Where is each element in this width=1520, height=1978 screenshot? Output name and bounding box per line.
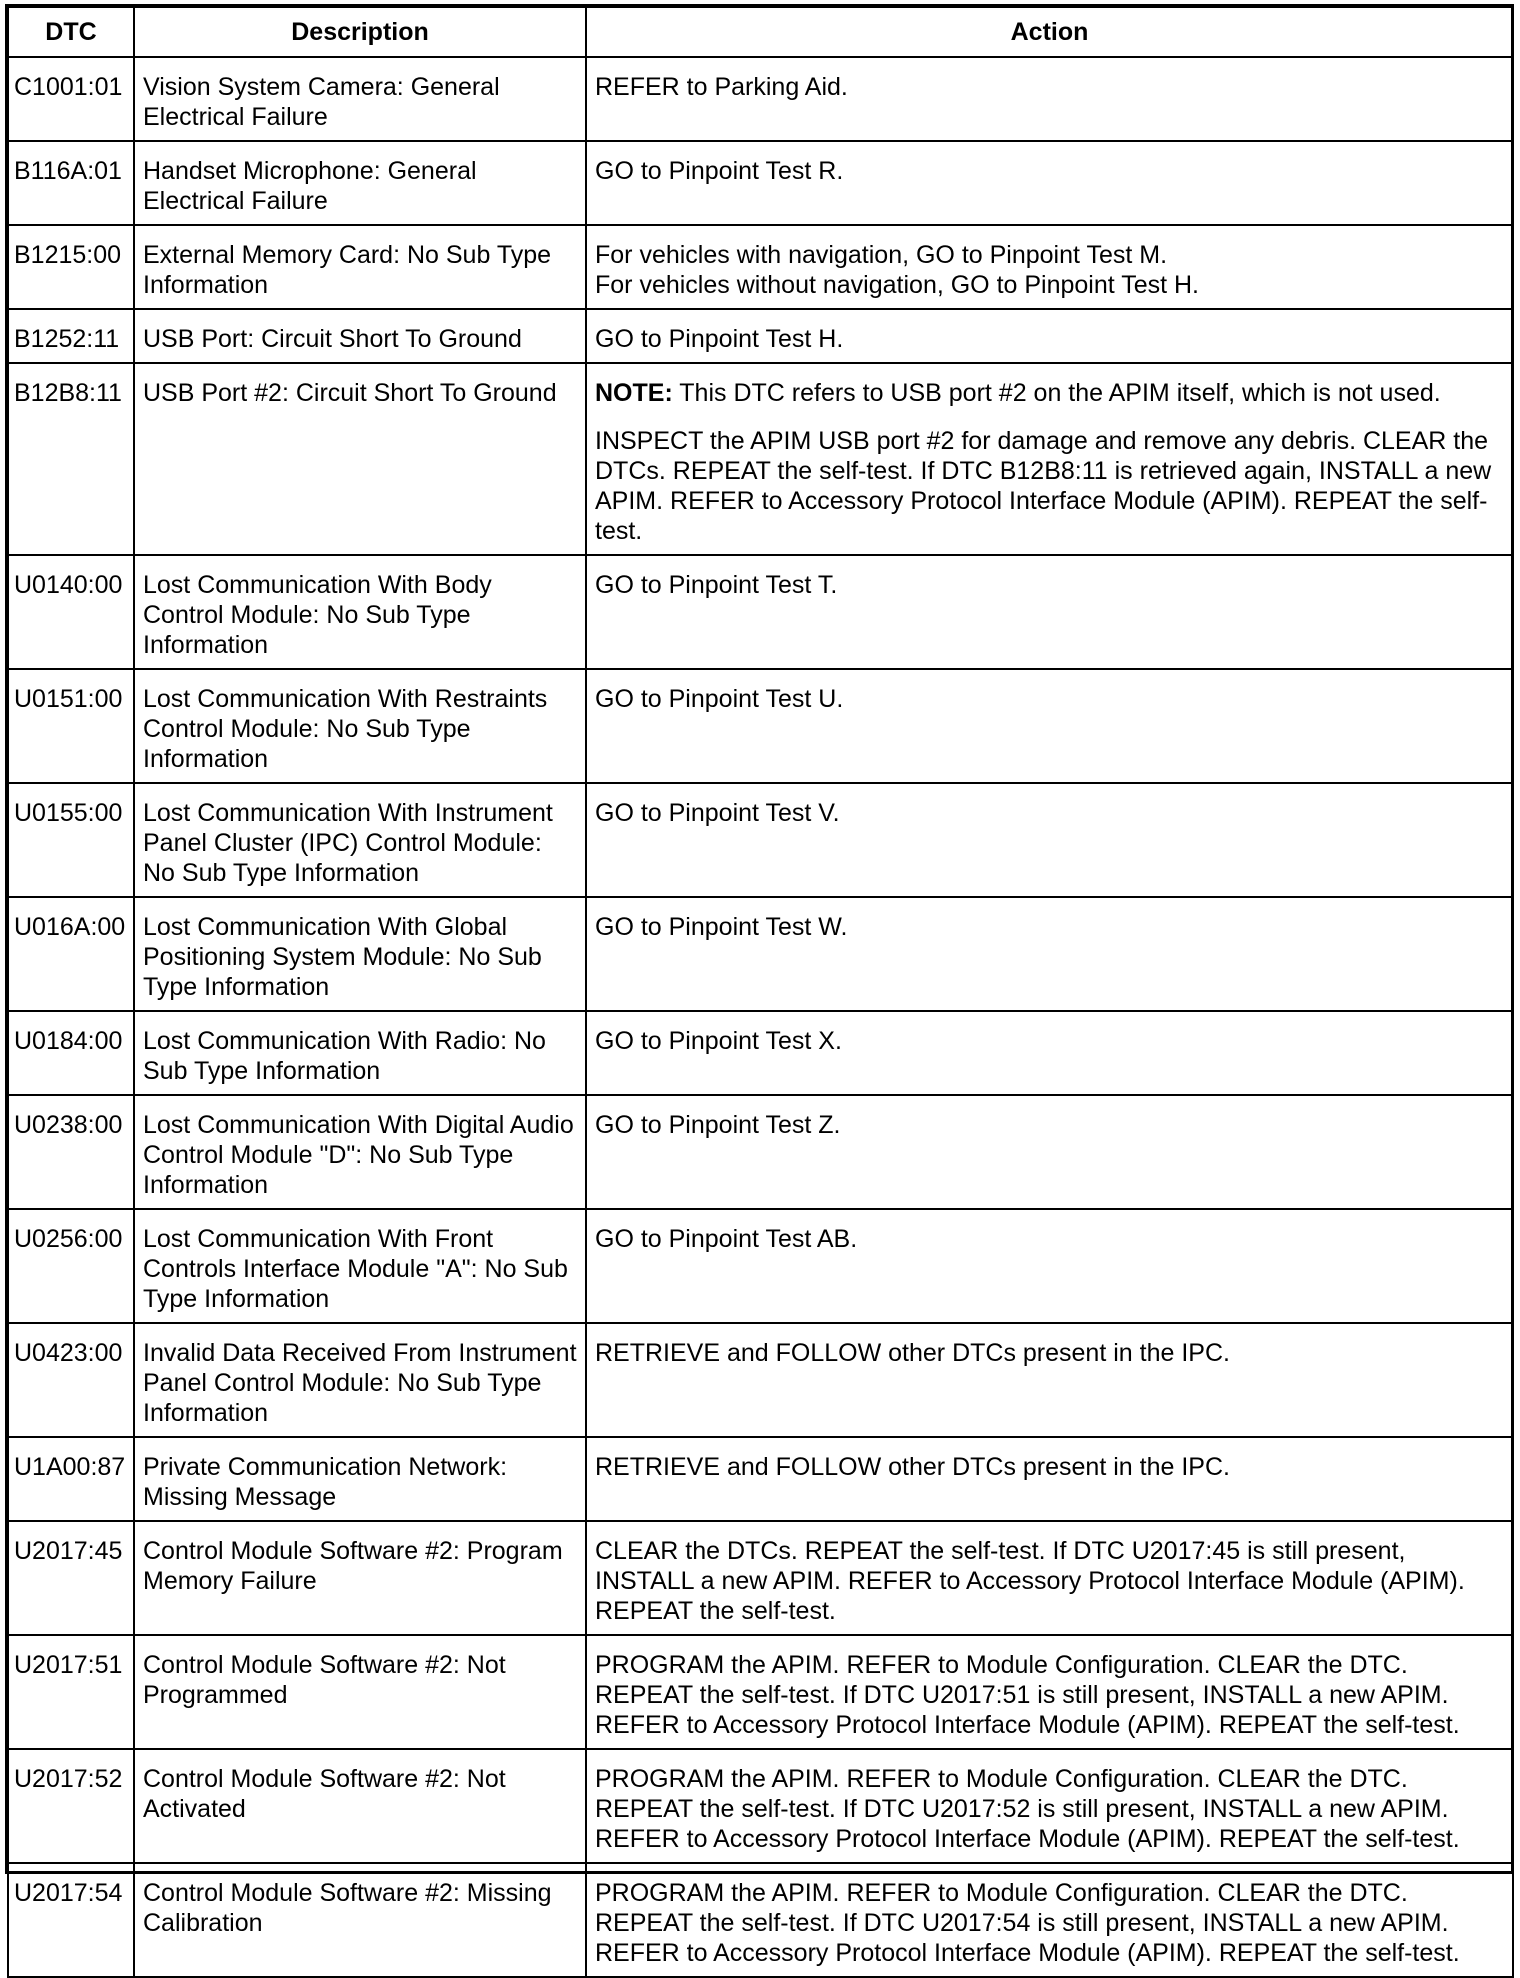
description-cell: Handset Microphone: General Electrical Failure	[134, 141, 586, 225]
action-text: GO to Pinpoint Test V.	[595, 799, 840, 827]
action-cell	[586, 1011, 1513, 1095]
action-cell	[586, 783, 1513, 897]
description-cell: USB Port: Circuit Short To Ground	[134, 309, 586, 363]
action-text: INSPECT the APIM USB port #2 for damage and remove any debris. CLEAR the DTCs. REPEAT the self-test. If DTC B12B8:11 is retrieved again, INSTALL a new APIM. REFER to Accessory Protocol Interface Module (APIM). REPEAT the self-test.	[595, 427, 1492, 545]
header-description: Description	[134, 7, 586, 57]
dtc-code-cell: B1252:11	[8, 309, 134, 363]
action-text: CLEAR the DTCs. REPEAT the self-test. If DTC U2017:45 is still present, INSTALL a new APIM. REFER to Accessory Protocol Interface Module (APIM). REPEAT the self-test.	[595, 1537, 1465, 1625]
dtc-code-cell: U2017:51	[8, 1635, 134, 1749]
description-cell: Control Module Software #2: Missing Calibration	[134, 1863, 586, 1977]
dtc-code-cell: U0423:00	[8, 1323, 134, 1437]
table-row	[8, 1863, 1513, 1977]
table-row	[8, 141, 1513, 225]
dtc-code-cell: U0151:00	[8, 669, 134, 783]
action-text: For vehicles without navigation, GO to Pinpoint Test H.	[595, 271, 1200, 299]
table-row	[8, 225, 1513, 309]
table-row	[8, 1437, 1513, 1521]
dtc-code-cell: U2017:45	[8, 1521, 134, 1635]
action-text: GO to Pinpoint Test AB.	[595, 1225, 858, 1253]
header-action: Action	[586, 7, 1513, 57]
dtc-code-cell: U1A00:87	[8, 1437, 134, 1521]
action-cell	[586, 225, 1513, 309]
action-text: GO to Pinpoint Test X.	[595, 1027, 842, 1055]
table-row	[8, 669, 1513, 783]
action-cell	[586, 1521, 1513, 1635]
description-cell: Control Module Software #2: Not Activated	[134, 1749, 586, 1863]
action-cell	[586, 1209, 1513, 1323]
description-cell: Control Module Software #2: Not Programmed	[134, 1635, 586, 1749]
action-cell	[586, 57, 1513, 141]
note-label: NOTE:	[595, 379, 673, 407]
dtc-code-cell: C1001:01	[8, 57, 134, 141]
dtc-code-cell: U0256:00	[8, 1209, 134, 1323]
action-text: PROGRAM the APIM. REFER to Module Configuration. CLEAR the DTC. REPEAT the self-test. If DTC U2017:52 is still present, INSTALL a new APIM. REFER to Accessory Protocol Interface Module (APIM). REPEAT the self-test.	[595, 1765, 1460, 1853]
table-body	[8, 57, 1513, 1977]
dtc-code-cell: U016A:00	[8, 897, 134, 1011]
action-text: PROGRAM the APIM. REFER to Module Configuration. CLEAR the DTC. REPEAT the self-test. If DTC U2017:51 is still present, INSTALL a new APIM. REFER to Accessory Protocol Interface Module (APIM). REPEAT the self-test.	[595, 1651, 1460, 1739]
action-cell	[586, 1749, 1513, 1863]
action-text: GO to Pinpoint Test H.	[595, 325, 844, 353]
action-cell	[586, 897, 1513, 1011]
table-row	[8, 555, 1513, 669]
description-cell: Control Module Software #2: Program Memory Failure	[134, 1521, 586, 1635]
description-cell: Lost Communication With Front Controls Interface Module "A": No Sub Type Information	[134, 1209, 586, 1323]
action-text: PROGRAM the APIM. REFER to Module Configuration. CLEAR the DTC. REPEAT the self-test. If DTC U2017:54 is still present, INSTALL a new APIM. REFER to Accessory Protocol Interface Module (APIM). REPEAT the self-test.	[595, 1879, 1460, 1967]
action-text: GO to Pinpoint Test Z.	[595, 1111, 841, 1139]
table-header-row	[8, 7, 1513, 57]
table-row	[8, 1209, 1513, 1323]
dtc-table	[7, 6, 1514, 1978]
table-row	[8, 897, 1513, 1011]
action-cell	[586, 141, 1513, 225]
action-cell	[586, 1095, 1513, 1209]
dtc-code-cell: U0238:00	[8, 1095, 134, 1209]
dtc-code-cell: B12B8:11	[8, 363, 134, 555]
action-text: GO to Pinpoint Test W.	[595, 913, 848, 941]
description-cell: Lost Communication With Radio: No Sub Type Information	[134, 1011, 586, 1095]
action-text: For vehicles with navigation, GO to Pinpoint Test M.	[595, 241, 1168, 269]
action-cell	[586, 669, 1513, 783]
action-text: REFER to Parking Aid.	[595, 73, 848, 101]
description-cell: Lost Communication With Digital Audio Control Module "D": No Sub Type Information	[134, 1095, 586, 1209]
header-dtc: DTC	[8, 7, 134, 57]
description-cell: Lost Communication With Instrument Panel Cluster (IPC) Control Module: No Sub Type Information	[134, 783, 586, 897]
table-row	[8, 1635, 1513, 1749]
dtc-code-cell: U0155:00	[8, 783, 134, 897]
table-row	[8, 57, 1513, 141]
description-cell: Private Communication Network: Missing Message	[134, 1437, 586, 1521]
description-cell: USB Port #2: Circuit Short To Ground	[134, 363, 586, 555]
dtc-code-cell: B116A:01	[8, 141, 134, 225]
dtc-code-cell: U0140:00	[8, 555, 134, 669]
action-cell	[586, 555, 1513, 669]
description-cell: Lost Communication With Restraints Control Module: No Sub Type Information	[134, 669, 586, 783]
dtc-code-cell: U2017:52	[8, 1749, 134, 1863]
action-cell	[586, 1437, 1513, 1521]
table-row	[8, 783, 1513, 897]
description-cell: Vision System Camera: General Electrical Failure	[134, 57, 586, 141]
action-cell	[586, 363, 1513, 555]
action-cell	[586, 1323, 1513, 1437]
note-paragraph	[595, 378, 1505, 408]
description-cell: Invalid Data Received From Instrument Panel Control Module: No Sub Type Information	[134, 1323, 586, 1437]
action-text: RETRIEVE and FOLLOW other DTCs present in the IPC.	[595, 1453, 1230, 1481]
note-text: This DTC refers to USB port #2 on the APIM itself, which is not used.	[672, 379, 1441, 407]
action-text: GO to Pinpoint Test R.	[595, 157, 844, 185]
table-row	[8, 1749, 1513, 1863]
table-row	[8, 1011, 1513, 1095]
table-row	[8, 363, 1513, 555]
description-cell: Lost Communication With Body Control Module: No Sub Type Information	[134, 555, 586, 669]
description-cell: Lost Communication With Global Positioning System Module: No Sub Type Information	[134, 897, 586, 1011]
dtc-code-cell: U2017:54	[8, 1863, 134, 1977]
action-cell	[586, 309, 1513, 363]
dtc-code-cell: U0184:00	[8, 1011, 134, 1095]
description-cell: External Memory Card: No Sub Type Information	[134, 225, 586, 309]
table-row	[8, 1521, 1513, 1635]
table-row	[8, 309, 1513, 363]
action-cell	[586, 1635, 1513, 1749]
action-text: GO to Pinpoint Test U.	[595, 685, 844, 713]
dtc-code-cell: B1215:00	[8, 225, 134, 309]
action-text: RETRIEVE and FOLLOW other DTCs present in the IPC.	[595, 1339, 1230, 1367]
table-row	[8, 1323, 1513, 1437]
table-row	[8, 1095, 1513, 1209]
action-cell	[586, 1863, 1513, 1977]
action-text: GO to Pinpoint Test T.	[595, 571, 838, 599]
